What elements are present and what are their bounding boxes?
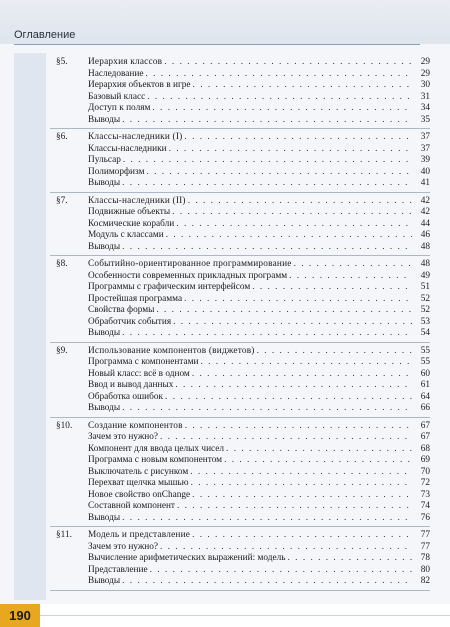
entry-title: Доступ к полям bbox=[88, 103, 151, 113]
toc-entry[interactable] bbox=[50, 271, 430, 283]
toc-section bbox=[50, 132, 430, 193]
dot-leader bbox=[176, 219, 412, 231]
entry-page: 30 bbox=[420, 80, 430, 90]
dot-leader bbox=[122, 178, 412, 190]
section-number: §7. bbox=[56, 195, 68, 206]
toc-section bbox=[50, 57, 430, 129]
toc-entry[interactable] bbox=[50, 207, 430, 219]
toc-entry[interactable] bbox=[50, 467, 430, 479]
dot-leader bbox=[122, 115, 412, 127]
dot-leader bbox=[177, 501, 412, 513]
dot-leader bbox=[172, 207, 412, 219]
toc-entry[interactable] bbox=[50, 478, 430, 490]
toc-entry[interactable] bbox=[50, 178, 430, 190]
entry-title: Выводы bbox=[88, 178, 121, 188]
entry-title: Программы с графическим интерфейсом bbox=[88, 282, 251, 292]
entry-page: 29 bbox=[420, 68, 430, 79]
entry-title: Зачем это нужно? bbox=[88, 432, 158, 442]
toc-entry[interactable] bbox=[50, 432, 430, 444]
section-page: 55 bbox=[420, 345, 430, 356]
toc-section-heading[interactable] bbox=[50, 259, 430, 271]
entry-title: Подвижные объекты bbox=[88, 207, 171, 217]
entry-title: Вычисление арифметических выражений: модель bbox=[88, 553, 286, 563]
entry-title: Космические корабли bbox=[88, 218, 175, 229]
entry-page: 66 bbox=[420, 403, 430, 413]
toc-entry[interactable] bbox=[50, 167, 430, 179]
dot-leader bbox=[224, 455, 412, 467]
entry-page: 41 bbox=[420, 178, 430, 188]
toc-entry[interactable] bbox=[50, 144, 430, 156]
dot-leader bbox=[122, 328, 412, 340]
toc-entry[interactable] bbox=[50, 80, 430, 92]
entry-page: 49 bbox=[420, 270, 430, 281]
dot-leader bbox=[122, 403, 412, 415]
section-title: Создание компонентов bbox=[88, 420, 183, 431]
entry-page: 52 bbox=[420, 305, 430, 315]
entry-page: 77 bbox=[420, 541, 430, 552]
dot-leader bbox=[294, 259, 412, 271]
dot-leader bbox=[160, 432, 412, 444]
entry-page: 35 bbox=[420, 114, 430, 125]
entry-page: 67 bbox=[420, 432, 430, 442]
dot-leader bbox=[122, 576, 412, 588]
entry-title: Полиморфизм bbox=[88, 166, 145, 177]
entry-page: 40 bbox=[420, 166, 430, 177]
toc-entry[interactable] bbox=[50, 155, 430, 167]
toc-entry[interactable] bbox=[50, 501, 430, 513]
toc-entry[interactable] bbox=[50, 455, 430, 467]
entry-page: 31 bbox=[420, 91, 430, 102]
dot-leader bbox=[165, 392, 412, 404]
entry-title: Выводы bbox=[88, 114, 121, 125]
dot-leader bbox=[156, 305, 412, 317]
toc-entry[interactable] bbox=[50, 294, 430, 306]
toc-section bbox=[50, 421, 430, 528]
entry-title: Выводы bbox=[88, 403, 121, 413]
entry-title: Перехват щелчка мышью bbox=[88, 478, 189, 488]
entry-title: Простейшая программа bbox=[88, 293, 183, 304]
toc-entry[interactable] bbox=[50, 380, 430, 392]
toc-section-heading[interactable] bbox=[50, 346, 430, 358]
section-page: 37 bbox=[420, 132, 430, 142]
toc-entry[interactable] bbox=[50, 328, 430, 340]
toc-entry[interactable] bbox=[50, 576, 430, 588]
section-title: Иерархия классов bbox=[88, 57, 163, 67]
entry-title: Базовый класс bbox=[88, 91, 146, 102]
entry-page: 52 bbox=[420, 293, 430, 304]
entry-page: 74 bbox=[420, 501, 430, 511]
entry-page: 72 bbox=[420, 478, 430, 488]
section-number: §5. bbox=[56, 57, 68, 67]
entry-title: Наследование bbox=[88, 68, 144, 79]
dot-leader bbox=[123, 155, 412, 167]
toc-entry[interactable] bbox=[50, 103, 430, 115]
entry-title: Свойства формы bbox=[88, 305, 155, 315]
toc-entry[interactable] bbox=[50, 513, 430, 525]
entry-page: 48 bbox=[420, 241, 430, 252]
section-number: §9. bbox=[56, 345, 68, 356]
toc-entry[interactable] bbox=[50, 565, 430, 577]
entry-title: Пульсар bbox=[88, 155, 121, 165]
dot-leader bbox=[145, 69, 412, 81]
toc-entry[interactable] bbox=[50, 490, 430, 502]
toc-entry[interactable] bbox=[50, 357, 430, 369]
dot-leader bbox=[200, 357, 412, 369]
entry-page: 53 bbox=[420, 316, 430, 327]
toc-entry[interactable] bbox=[50, 115, 430, 127]
section-page: 67 bbox=[420, 420, 430, 431]
toc-entry[interactable] bbox=[50, 553, 430, 565]
entry-title: Классы-наследники bbox=[88, 143, 167, 154]
footer-divider bbox=[40, 615, 450, 616]
dot-leader bbox=[173, 317, 412, 329]
toc-entry[interactable] bbox=[50, 444, 430, 456]
entry-page: 42 bbox=[420, 207, 430, 217]
dot-leader bbox=[193, 80, 412, 92]
section-number: §11. bbox=[56, 530, 72, 540]
entry-title: Зачем это нужно? bbox=[88, 541, 158, 552]
entry-title: Ввод и вывод данных bbox=[88, 380, 174, 390]
toc-section-heading[interactable] bbox=[50, 132, 430, 144]
toc-section-heading[interactable] bbox=[50, 421, 430, 433]
toc-entry[interactable] bbox=[50, 542, 430, 554]
entry-title: Новое свойство onChange bbox=[88, 489, 191, 500]
page-number-badge: 190 bbox=[0, 604, 40, 627]
dot-leader bbox=[185, 421, 412, 433]
entry-title: Иерархия объектов в игре bbox=[88, 80, 191, 90]
dot-leader bbox=[184, 294, 412, 306]
toc-entry[interactable] bbox=[50, 317, 430, 329]
entry-title: Новый класс: всё в одном bbox=[88, 368, 190, 379]
section-number: §8. bbox=[56, 259, 68, 269]
dot-leader bbox=[166, 230, 412, 242]
dot-leader bbox=[122, 513, 412, 525]
dot-leader bbox=[226, 444, 412, 456]
dot-leader bbox=[288, 553, 412, 565]
toc-section-heading[interactable] bbox=[50, 530, 430, 542]
toc-entry[interactable] bbox=[50, 230, 430, 242]
entry-title: Обработчик события bbox=[88, 316, 172, 327]
dot-leader bbox=[150, 565, 412, 577]
entry-page: 55 bbox=[420, 357, 430, 367]
toc-entry[interactable] bbox=[50, 305, 430, 317]
toc-entry[interactable] bbox=[50, 242, 430, 254]
dot-leader bbox=[169, 144, 412, 156]
section-page: 48 bbox=[420, 259, 430, 269]
section-page: 42 bbox=[420, 195, 430, 206]
entry-title: Выводы bbox=[88, 512, 121, 523]
dot-leader bbox=[146, 167, 412, 179]
section-page: 77 bbox=[420, 530, 430, 540]
entry-page: 54 bbox=[420, 328, 430, 338]
toc-section bbox=[50, 530, 430, 591]
dot-leader bbox=[175, 380, 412, 392]
toc-section-heading[interactable] bbox=[50, 196, 430, 208]
entry-title: Представление bbox=[88, 564, 148, 575]
section-title: Событийно-ориентированное программирование bbox=[88, 259, 292, 269]
table-of-contents bbox=[50, 57, 430, 594]
page-header bbox=[0, 0, 450, 44]
entry-title: Программа с новым компонентом bbox=[88, 455, 223, 465]
dot-leader bbox=[192, 530, 412, 542]
dot-leader bbox=[188, 196, 412, 208]
toc-entry[interactable] bbox=[50, 282, 430, 294]
section-number: §10. bbox=[56, 420, 73, 431]
entry-title: Составной компонент bbox=[88, 501, 175, 511]
entry-title: Выключатель с рисунком bbox=[88, 466, 189, 477]
dot-leader bbox=[190, 467, 412, 479]
entry-title: Компонент для ввода целых чисел bbox=[88, 443, 225, 454]
entry-page: 34 bbox=[420, 103, 430, 113]
toc-section bbox=[50, 346, 430, 418]
dot-leader bbox=[184, 132, 412, 144]
dot-leader bbox=[122, 242, 412, 254]
entry-page: 70 bbox=[420, 466, 430, 477]
entry-page: 51 bbox=[420, 282, 430, 292]
entry-page: 61 bbox=[420, 380, 430, 390]
dot-leader bbox=[289, 271, 412, 283]
entry-page: 82 bbox=[420, 576, 430, 586]
toc-section bbox=[50, 196, 430, 257]
entry-page: 69 bbox=[420, 455, 430, 465]
dot-leader bbox=[192, 490, 412, 502]
section-title: Классы-наследники (II) bbox=[88, 195, 186, 206]
header-divider bbox=[14, 44, 420, 45]
toc-entry[interactable] bbox=[50, 392, 430, 404]
dot-leader bbox=[164, 57, 412, 69]
toc-entry[interactable] bbox=[50, 403, 430, 415]
entry-page: 73 bbox=[420, 489, 430, 500]
side-panel bbox=[14, 53, 46, 600]
section-title: Использование компонентов (виджетов) bbox=[88, 345, 255, 356]
header-title: Оглавление bbox=[14, 29, 76, 41]
entry-page: 80 bbox=[420, 564, 430, 575]
dot-leader bbox=[147, 92, 412, 104]
entry-title: Выводы bbox=[88, 241, 121, 252]
section-title: Модель и представление bbox=[88, 530, 191, 540]
entry-page: 37 bbox=[420, 143, 430, 154]
toc-entry[interactable] bbox=[50, 69, 430, 81]
entry-title: Выводы bbox=[88, 328, 121, 338]
toc-section-heading[interactable] bbox=[50, 57, 430, 69]
section-title: Классы-наследники (I) bbox=[88, 132, 183, 142]
section-page: 29 bbox=[420, 57, 430, 67]
entry-title: Обработка ошибок bbox=[88, 391, 164, 402]
entry-page: 64 bbox=[420, 391, 430, 402]
toc-entry[interactable] bbox=[50, 219, 430, 231]
dot-leader bbox=[252, 282, 412, 294]
entry-page: 46 bbox=[420, 230, 430, 240]
entry-title: Модуль с классами bbox=[88, 230, 164, 240]
entry-page: 39 bbox=[420, 155, 430, 165]
section-number: §6. bbox=[56, 132, 68, 142]
entry-title: Программа с компонентами bbox=[88, 357, 199, 367]
toc-section bbox=[50, 259, 430, 343]
entry-title: Особенности современных прикладных программ bbox=[88, 270, 288, 281]
dot-leader bbox=[152, 103, 412, 115]
toc-entry[interactable] bbox=[50, 92, 430, 104]
entry-page: 68 bbox=[420, 443, 430, 454]
toc-entry[interactable] bbox=[50, 369, 430, 381]
entry-page: 76 bbox=[420, 512, 430, 523]
entry-page: 78 bbox=[420, 553, 430, 563]
dot-leader bbox=[257, 346, 412, 358]
entry-page: 44 bbox=[420, 218, 430, 229]
dot-leader bbox=[191, 478, 412, 490]
dot-leader bbox=[160, 542, 412, 554]
dot-leader bbox=[192, 369, 412, 381]
entry-title: Выводы bbox=[88, 576, 121, 586]
entry-page: 60 bbox=[420, 368, 430, 379]
